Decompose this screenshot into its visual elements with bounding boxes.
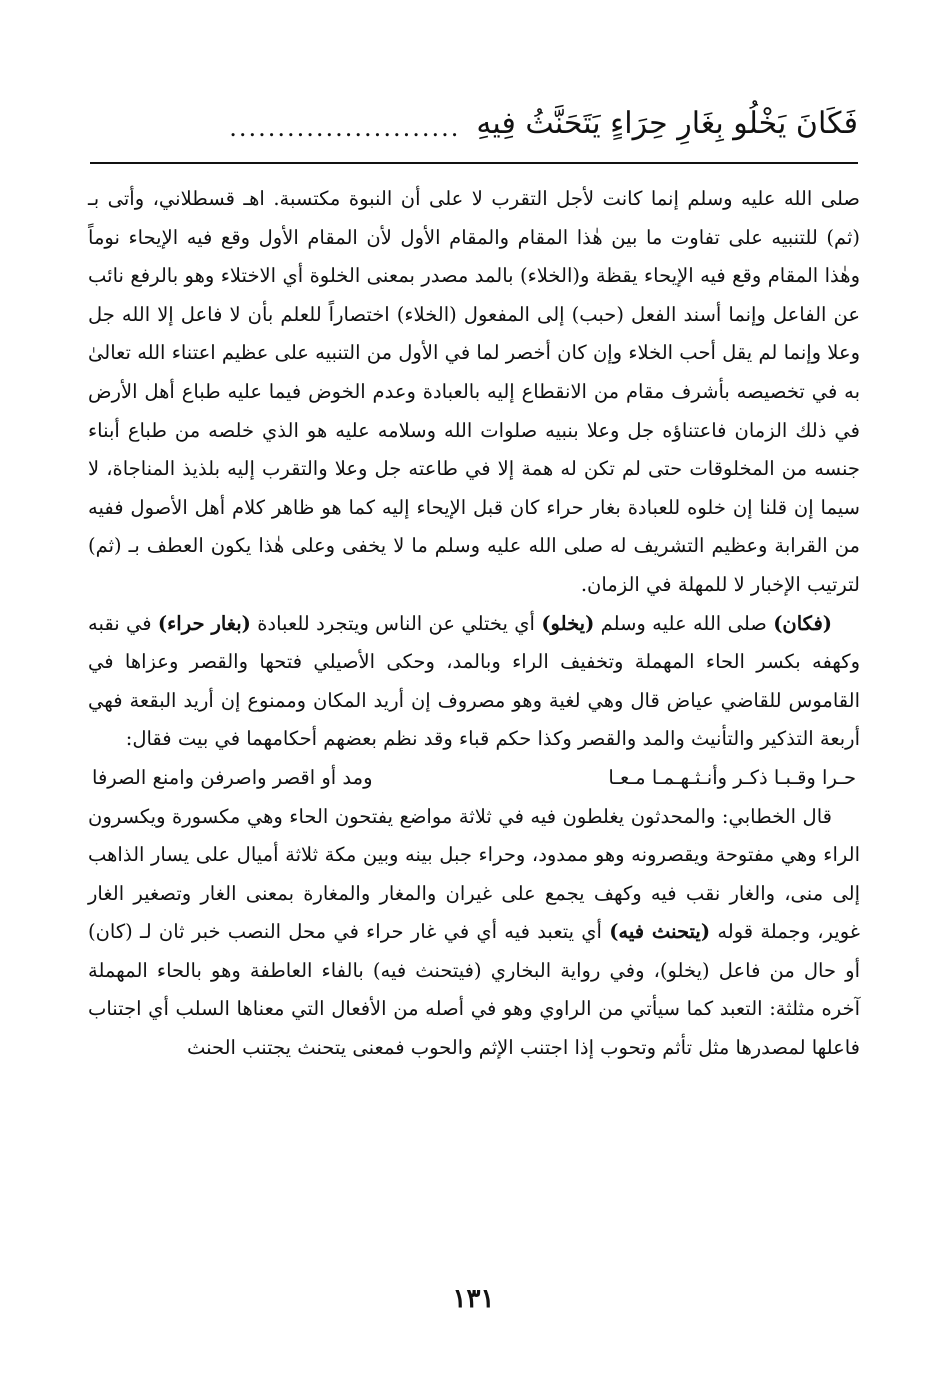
paragraph-1: صلى الله عليه وسلم إنما كانت لأجل التقرب لا على أن النبوة مكتسبة. اهـ قسطلاني، وأتى بـ (ثم) للتنبيه على تفاوت ما بين هٰذا المقام والمقام الأول لأن المقام الأول وقع فيه الإيحاء نوماً وهٰذا المقام وقع فيه الإيحاء يقظة و(الخلاء) بالمد مصدر بمعنى الخلوة أي الاختلاء وهو بالرفع نائب عن الفاعل وإنما أسند الفعل (حبب) إلى المفعول (الخلاء) اختصاراً للعلم بأن لا فاعل إلا الله جل وعلا وإنما لم يقل أحب الخلاء وإن كان أخصر لما في الأول من التنبيه على عظيم اعتناء الله تعالىٰ به في تخصيصه بأشرف مقام من الانقطاع إليه بالعبادة وعدم الخوض فيما عليه طباع أهل الأرض في ذلك الزمان فاعتناؤه جل وعلا بنبيه صلوات الله وسلامه عليه هو الذي خلصه من طباع أبناء جنسه من المخلوقات حتى لم تكن له همة إلا في طاعته جل وعلا والتقرب إليه بلذيذ المناجاة، لا سيما إن قلنا إن خلوه للعبادة بغار حراء كان قبل الإيحاء إليه كما هو ظاهر كلام أهل الأصول ففيه من القرابة وعظيم التشريف له صلى الله عليه وسلم ما لا يخفى وعلى هٰذا يكون العطف بـ (ثم) لترتيب الإخبار لا للمهلة في الزمان. — [88, 187, 860, 596]
bold-term-fakan: (فكان) — [773, 611, 832, 635]
poetry-verse — [88, 759, 860, 798]
bold-term-yakhlu: (يخلو) — [541, 611, 595, 635]
paragraph-2-text-2: أي يختلي عن الناس ويتجرد للعبادة — [250, 611, 542, 635]
paragraph-3-text-1: قال الخطابي: والمحدثون يغلطون فيه في ثلاثة مواضع يفتحون الحاء وهي مكسورة ويكسرون الراء وهي مفتوحة ويقصرونه وهو ممدود، وحراء جبل بينه وبين مكة ثلاثة أميال على يسار الذاهب إلى منى، والغار نقب فيه وكهف يجمع على غيران والمغار والمغارة بمعنى الغار وتصغير الغار غوير، وجملة قوله — [88, 804, 860, 944]
paragraph-3-text-2: أي يتعبد فيه أي في غار حراء في محل النصب خبر ثان لـ (كان) أو حال من فاعل (يخلو)، وفي رواية البخاري (فيتحنث فيه) بالفاء العاطفة وهو بالحاء المهملة آخره مثلثة: التعبد كما سيأتي من الراوي وهو في أصله من الأفعال التي معناها السلب أي اجتناب فاعلها لمصدرها مثل تأثم وتحوب إذا اجتنب الإثم والحوب فمعنى يتحنث يجتنب الحنث — [88, 920, 860, 1060]
running-header — [90, 84, 858, 144]
paragraph-2-text-1: صلى الله عليه وسلم — [594, 611, 774, 635]
dot-leader: ........................ — [229, 114, 461, 142]
running-header-title: فَكَانَ يَخْلُو بِغَارِ حِرَاءٍ يَتَحَنَّثُ فِيهِ — [476, 106, 858, 141]
commentary-text — [88, 180, 860, 1068]
paragraph-3 — [88, 798, 860, 1068]
page-number: ١٣١ — [452, 1284, 495, 1314]
bold-term-bighar-hira: (بغار حراء) — [157, 611, 251, 635]
paragraph-2-text-3: في نقبه وكهفه بكسر الحاء المهملة وتخفيف الراء وبالمد، وحكى الأصيلي فتحها والقصر وعزاها في القاموس للقاضي عياض قال وهي لغية وهو مصروف إن أريد المكان وممنوع إن أريد البقعة فهي أربعة التذكير والتأنيث والمد والقصر وكذا حكم قباء وقد نظم بعضهم أحكامهما في بيت فقال: — [88, 611, 860, 751]
header-rule — [90, 162, 858, 164]
bold-term-yatahannath: (يتحنث فيه) — [609, 920, 711, 944]
verse-first-hemistich: حـرا وقـبـا ذكـر وأنـثـهـمـا مـعـا — [608, 765, 856, 789]
verse-second-hemistich: ومد أو اقصر واصرفن وامنع الصرفا — [92, 765, 373, 789]
paragraph-2 — [88, 605, 860, 759]
